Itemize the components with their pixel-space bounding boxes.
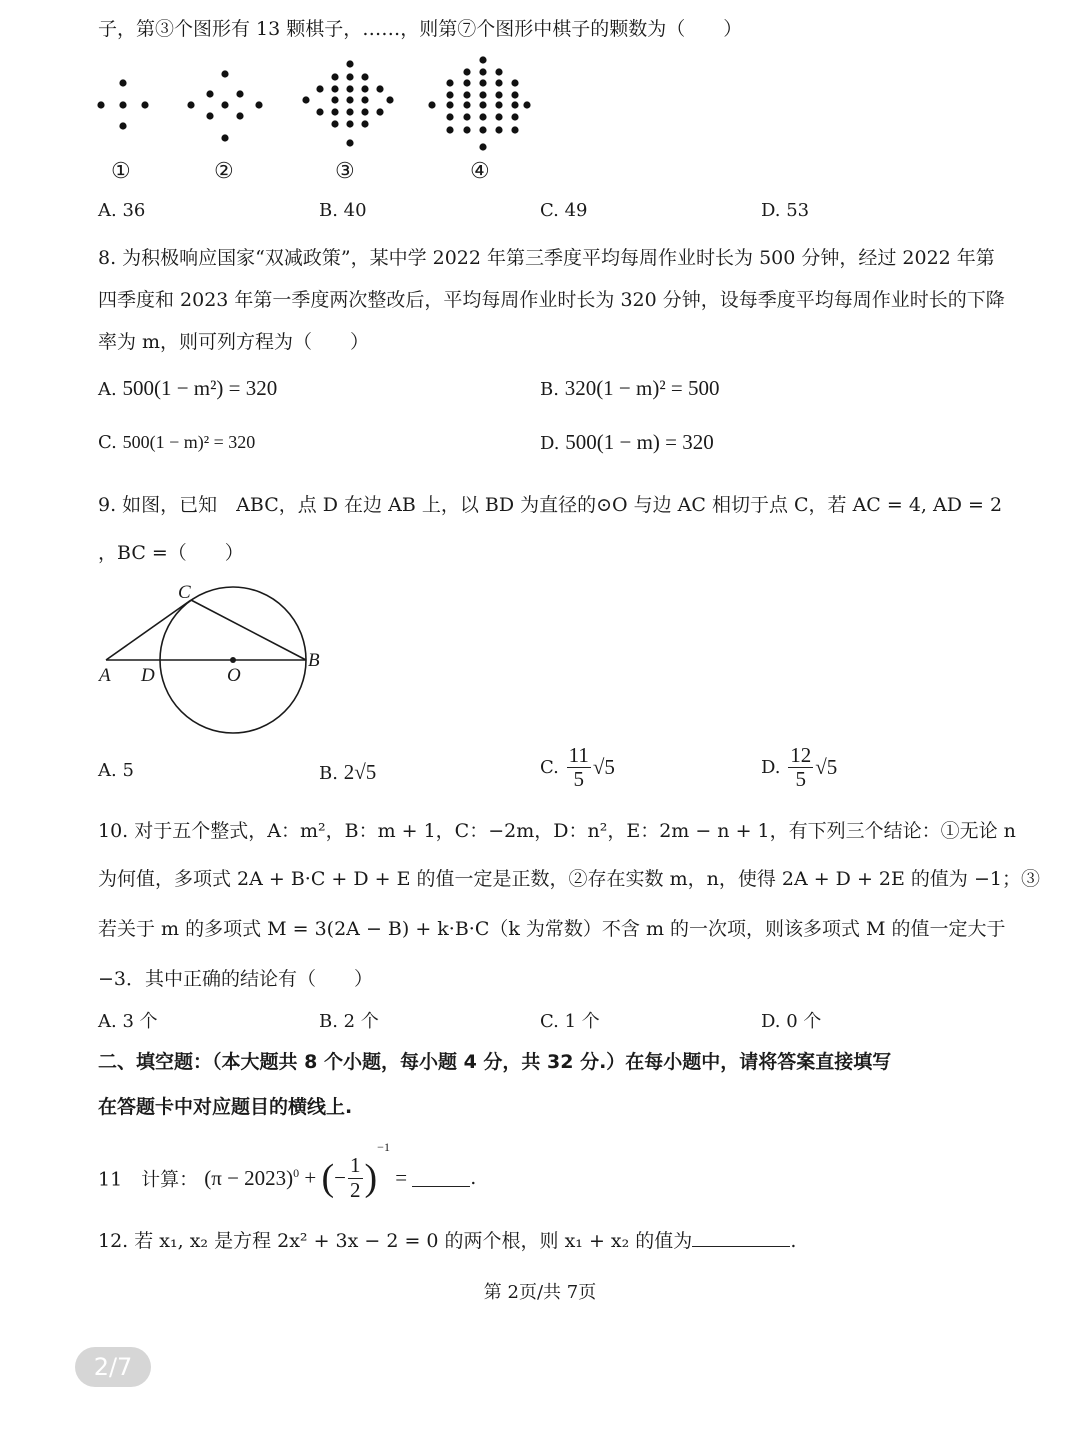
dot xyxy=(495,79,502,86)
q11-suffix: . xyxy=(470,1167,477,1189)
dot xyxy=(331,108,338,115)
q11-left-paren: ( xyxy=(321,1157,335,1199)
dot xyxy=(331,96,338,103)
dot xyxy=(331,73,338,80)
dot xyxy=(463,68,470,75)
dot xyxy=(495,101,502,108)
q10-line-1: 10. 对于五个整式，A：m²，B：m + 1，C：−2m，D：n²，E：2m − n + 1，有下列三个结论：①无论 n xyxy=(98,820,1016,842)
q10-option-b: B. 2 个 xyxy=(319,1011,379,1032)
dot xyxy=(495,126,502,133)
q12 xyxy=(98,1226,796,1253)
dot xyxy=(479,101,486,108)
dot xyxy=(361,108,368,115)
dot xyxy=(463,101,470,108)
dot xyxy=(346,139,353,146)
fig-label-1: ① xyxy=(111,158,131,183)
q7-option-a: A. 36 xyxy=(98,200,146,221)
q8-option-c-label: C. xyxy=(98,432,117,453)
dot xyxy=(97,101,104,108)
dot xyxy=(446,91,453,98)
dot xyxy=(446,101,453,108)
q9-option-b xyxy=(319,760,376,785)
q9-option-d-label: D. xyxy=(761,757,781,779)
dot xyxy=(187,101,194,108)
label-a: A xyxy=(99,665,111,686)
q9-option-c xyxy=(540,744,615,791)
q9-option-d-fraction xyxy=(788,744,813,791)
q11-fraction xyxy=(348,1154,363,1201)
dot xyxy=(331,120,338,127)
dot xyxy=(206,112,213,119)
q11-answer-blank xyxy=(412,1170,470,1187)
q10-option-c: C. 1 个 xyxy=(540,1011,600,1032)
dot xyxy=(479,126,486,133)
dot xyxy=(511,113,518,120)
q7-option-b: B. 40 xyxy=(319,200,367,221)
q9-option-d-denominator: 5 xyxy=(795,767,806,792)
dot xyxy=(463,79,470,86)
q11-equals: = xyxy=(389,1165,413,1190)
q8-option-b-expr: 320(1 − m)² = 500 xyxy=(564,376,720,400)
dot xyxy=(446,113,453,120)
q9-geometry-figure xyxy=(90,578,350,758)
fig-label-4: ④ xyxy=(470,158,490,183)
dot xyxy=(479,91,486,98)
q9-option-d-numerator: 12 xyxy=(790,743,812,767)
q9-option-c-numerator: 11 xyxy=(568,743,589,767)
q10-line-3: 若关于 m 的多项式 M = 3(2A − B) + k·B·C（k 为常数）不含 m 的一次项，则该多项式 M 的值一定大于 xyxy=(98,918,1006,940)
dot xyxy=(221,134,228,141)
q9-option-d xyxy=(761,744,837,791)
q9-option-b-expr: 2√5 xyxy=(343,760,377,784)
dot xyxy=(376,85,383,92)
segment-cb xyxy=(191,600,306,660)
dot xyxy=(361,120,368,127)
q11-paren-expr: (π − 2023) xyxy=(204,1165,294,1190)
q7-option-c: C. 49 xyxy=(540,200,588,221)
dot xyxy=(346,96,353,103)
dot xyxy=(479,56,486,63)
dot xyxy=(479,79,486,86)
q8-option-a-label: A. xyxy=(98,379,117,400)
dot xyxy=(511,101,518,108)
dot xyxy=(119,101,126,108)
q8-option-c-expr: 500(1 − m)² = 320 xyxy=(122,432,256,452)
q9-option-d-root: √5 xyxy=(815,755,838,780)
q10-option-a: A. 3 个 xyxy=(98,1011,158,1032)
q8-option-c xyxy=(98,432,255,453)
dot xyxy=(346,60,353,67)
q8-option-a xyxy=(98,376,277,401)
dot xyxy=(221,101,228,108)
section-2-heading-line-2: 在答题卡中对应题目的横线上. xyxy=(98,1096,353,1118)
dot xyxy=(361,73,368,80)
section-2-heading-line-1: 二、填空题：（本大题共 8 个小题，每小题 4 分，共 32 分.）在每小题中，请将答案直接填写 xyxy=(98,1051,892,1073)
q9-option-c-root: √5 xyxy=(592,755,615,780)
dot xyxy=(119,122,126,129)
q11-expr-1 xyxy=(204,1166,299,1190)
dot xyxy=(463,126,470,133)
dot xyxy=(361,96,368,103)
q11-denominator: 2 xyxy=(350,1177,361,1202)
q11-exponent-neg1: −1 xyxy=(377,1140,390,1154)
q8-line-1: 8. 为积极响应国家“双减政策”，某中学 2022 年第三季度平均每周作业时长为 500 分钟，经过 2022 年第 xyxy=(98,247,995,269)
q9-option-c-fraction xyxy=(567,744,591,791)
q10-option-d: D. 0 个 xyxy=(761,1011,822,1032)
q11-plus: + xyxy=(299,1165,322,1190)
q7-option-d: D. 53 xyxy=(761,200,810,221)
dot xyxy=(316,85,323,92)
q8-line-2: 四季度和 2023 年第一季度两次整改后，平均每周作业时长为 320 分钟，设每季度平均每周作业时长的下降 xyxy=(98,289,1005,311)
q8-option-b-label: B. xyxy=(540,379,559,400)
dot xyxy=(141,101,148,108)
q11-right-paren: ) xyxy=(364,1157,378,1199)
label-d: D xyxy=(141,665,155,686)
dot xyxy=(479,68,486,75)
q8-option-a-expr: 500(1 − m²) = 320 xyxy=(122,376,278,400)
q11-prefix: 11 计算： xyxy=(98,1168,199,1191)
dot xyxy=(331,85,338,92)
q9-line-2: ，BC =（ ） xyxy=(98,542,244,564)
dot xyxy=(511,126,518,133)
q8-line-3: 率为 m，则可列方程为（ ） xyxy=(98,331,370,353)
q12-answer-blank xyxy=(692,1230,790,1247)
q9-option-a: A. 5 xyxy=(98,760,134,781)
q12-text: 12. 若 x₁, x₂ 是方程 2x² + 3x − 2 = 0 的两个根，则 x₁ + x₂ 的值为 xyxy=(98,1230,693,1252)
fig-label-2: ② xyxy=(214,158,234,183)
q9-line-1: 9. 如图，已知 ABC，点 D 在边 AB 上，以 BD 为直径的⊙O 与边 AC 相切于点 C，若 AC = 4, AD = 2 xyxy=(98,494,1003,516)
fig-label-3: ③ xyxy=(335,158,355,183)
dot xyxy=(495,91,502,98)
dot xyxy=(495,113,502,120)
label-c: C xyxy=(178,582,191,603)
dot xyxy=(479,113,486,120)
dot xyxy=(376,108,383,115)
dot xyxy=(346,120,353,127)
dot xyxy=(255,101,262,108)
q8-option-d-expr: 500(1 − m) = 320 xyxy=(565,430,714,454)
dot xyxy=(361,85,368,92)
dot xyxy=(428,101,435,108)
q11-exponent-0: 0 xyxy=(293,1165,300,1180)
dot xyxy=(346,108,353,115)
page-footer: 第 2页/共 7页 xyxy=(483,1282,597,1303)
q10-line-4: −3．其中正确的结论有（ ） xyxy=(98,968,374,990)
segment-ac xyxy=(106,600,191,660)
q10-line-2: 为何值，多项式 2A + B·C + D + E 的值一定是正数，②存在实数 m，n，使得 2A + D + 2E 的值为 −1；③ xyxy=(98,868,1040,890)
dot xyxy=(511,91,518,98)
dot xyxy=(479,143,486,150)
q11 xyxy=(98,1140,476,1202)
center-point xyxy=(230,657,236,663)
q8-option-d xyxy=(540,430,714,455)
label-b: B xyxy=(308,650,320,671)
label-o: O xyxy=(227,665,241,686)
dot xyxy=(346,73,353,80)
dot xyxy=(495,68,502,75)
page-indicator-badge[interactable]: 2/7 xyxy=(75,1347,151,1387)
q9-option-c-denominator: 5 xyxy=(573,767,584,792)
q7-stem-tail: 子，第③个图形有 13 颗棋子，……，则第⑦个图形中棋子的颗数为（ ） xyxy=(98,18,743,40)
dot xyxy=(206,90,213,97)
q12-suffix: . xyxy=(790,1230,797,1252)
dot xyxy=(511,79,518,86)
dot xyxy=(316,108,323,115)
dot xyxy=(523,101,530,108)
q9-option-c-label: C. xyxy=(540,757,559,779)
q11-negative-sign: − xyxy=(334,1165,347,1190)
dot xyxy=(221,70,228,77)
dot xyxy=(463,91,470,98)
dot xyxy=(446,126,453,133)
dot xyxy=(302,96,309,103)
q8-option-b xyxy=(540,376,720,401)
q11-numerator: 1 xyxy=(350,1153,361,1178)
dot xyxy=(236,112,243,119)
q9-option-b-label: B. xyxy=(319,763,338,784)
dot xyxy=(463,113,470,120)
dot xyxy=(446,79,453,86)
dot xyxy=(236,90,243,97)
q8-option-d-label: D. xyxy=(540,433,560,454)
dot xyxy=(119,79,126,86)
dot xyxy=(386,96,393,103)
dot xyxy=(346,85,353,92)
